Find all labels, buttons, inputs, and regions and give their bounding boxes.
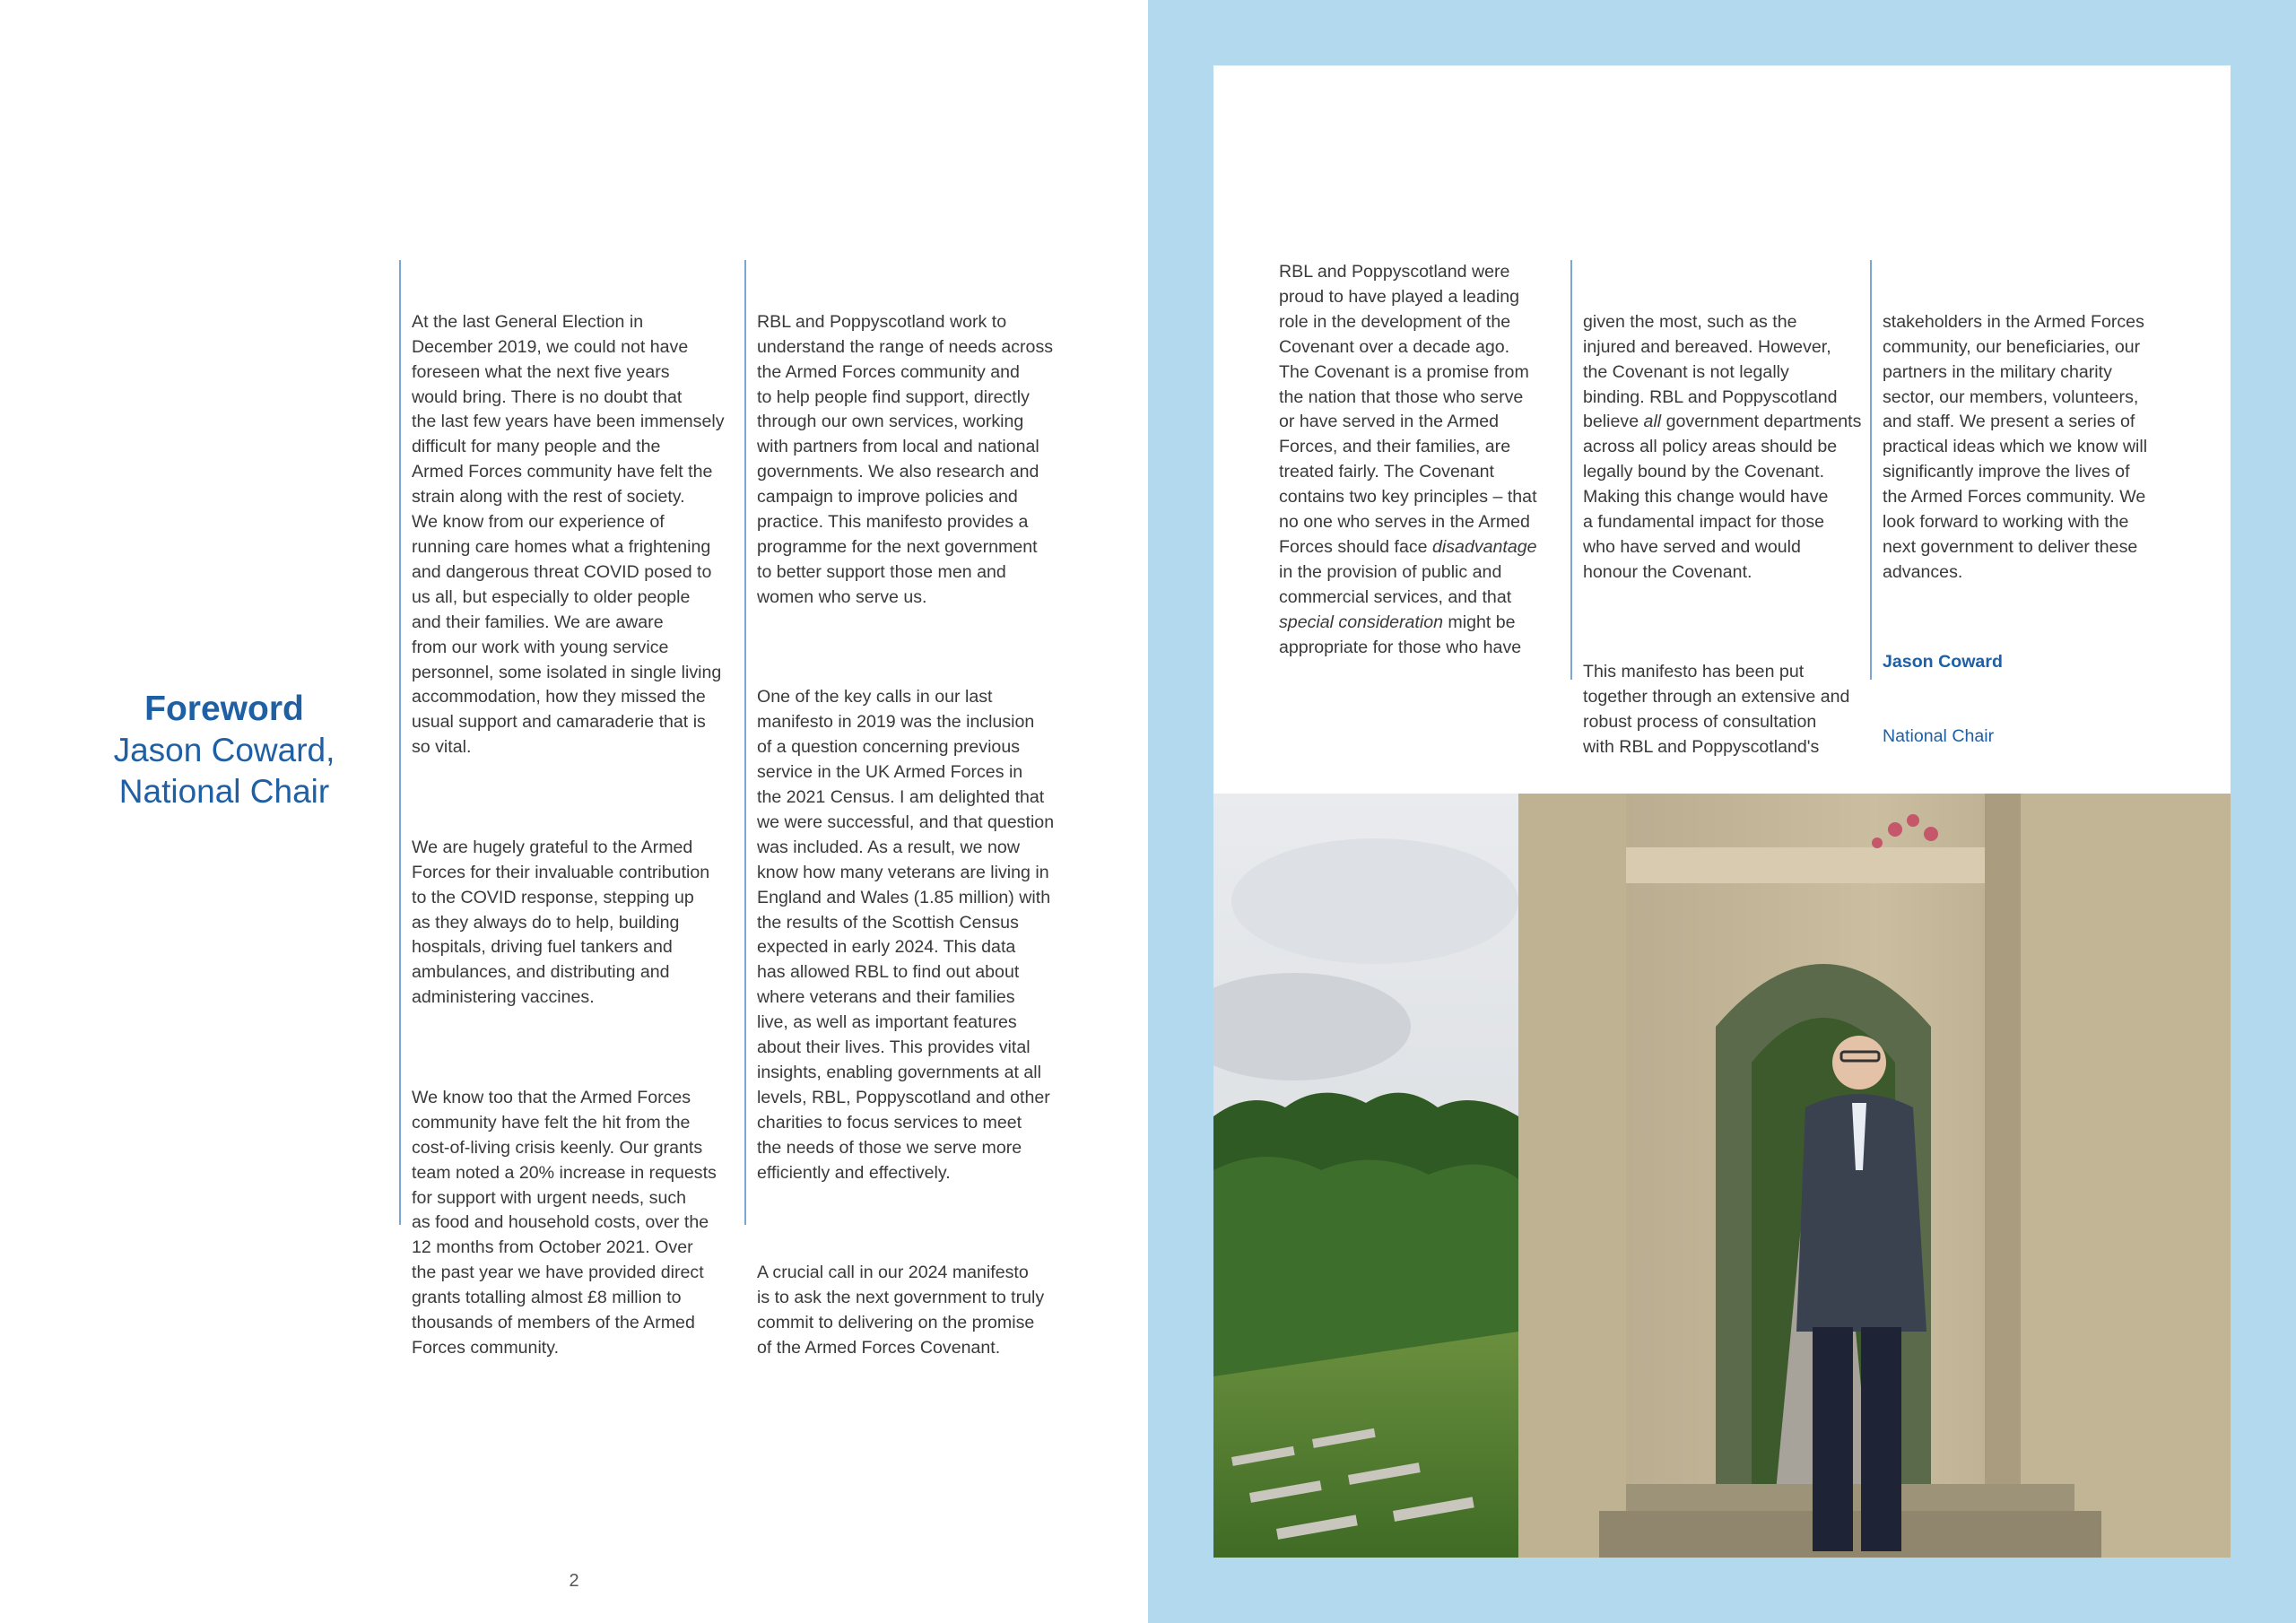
paragraph [1583, 310, 1871, 586]
paragraph: This manifesto has been put together through an extensive and robust process of consultation with RBL and Poppyscotland's [1583, 662, 1850, 758]
signature-name: Jason Coward [1883, 651, 2003, 672]
heading-foreword: Foreword [144, 690, 304, 728]
portrait-photo [1213, 794, 2231, 1558]
paragraph: One of the key calls in our last manifesto in 2019 was the inclusion of a question concerning previous service in the UK Armed Forces in the 2021 Census. I am delighted that we were successful, and that question was included. As a result, we now know how many veterans are living in England and Wales (1.85 million) with the results of the Scottish Census expected in early 2024. This data has allowed RBL to find out about where veterans and their families live, as well as important features about their lives. This provides vital insights, enabling governments at all levels, RBL, Poppyscotland and other charities to focus services to meet the needs of those we serve more efficiently and effectively. [757, 687, 1055, 1183]
text-column-3 [1279, 260, 1570, 661]
text-column-5 [1870, 260, 2175, 747]
paragraph: We know too that the Armed Forces community have felt the hit from the cost-of-living crisis keenly. Our grants team noted a 20% increase in requests for support with urgent needs, such as food and household costs, over the 12 months from October 2021. Over the past year we have provided direct grants totalling almost £8 million to thousands of members of the Armed Forces community. [412, 1087, 717, 1358]
text-run: RBL and Poppyscotland were proud to have played a leading role in the development of the Covenant over a decade ago. The Covenant is a promise from the nation that those who serve or have served in the Armed Forces, and their families, are treated fairly. The Covenant contains two key principles – that no one who serves in the Armed Forces should face [1279, 262, 1537, 557]
foreword-heading [54, 689, 395, 812]
signature-role: National Chair [1883, 726, 1995, 747]
paragraph: We are hugely grateful to the Armed Forces for their invaluable contribution to the COVID response, stepping up as they always do to help, building hospitals, driving fuel tankers and ambulances, and distributing and administering vaccines. [412, 837, 710, 1008]
text-run: government departments across all policy areas should be legally bound by the Covenant. Making this change would have a fundamental impact for those who have served and would honour the Covenant. [1583, 412, 1862, 582]
text-run: in the provision of public and commercial services, and that [1279, 561, 1512, 607]
text-emphasis: disadvantage [1432, 536, 1537, 557]
text-run: given the most, such as the injured and bereaved. However, the Covenant is not legally binding. RBL and Poppyscotland believe [1583, 311, 1838, 432]
text-column-1 [399, 260, 740, 1358]
heading-name: Jason Coward, [113, 732, 335, 768]
paragraph: At the last General Election in December 2019, we could not have foreseen what the next five years would bring. There is no doubt that the last few years have been immensely difficult for many people and the Armed Forces community have felt the strain along with the rest of society. We know from our experience of running care homes what a frightening and dangerous threat COVID posed to us all, but especially to older people and their families. We are aware from our work with young service personnel, some isolated in single living accommodation, how they missed the usual support and camaraderie that is so vital. [412, 311, 725, 758]
paragraph: stakeholders in the Armed Forces community, our beneficiaries, our partners in the military charity sector, our members, volunteers, and staff. We present a series of practical ideas which we know will significantly improve the lives of the Armed Forces community. We look forward to working with the next government to deliver these advances. [1883, 311, 2148, 582]
text-emphasis: all [1643, 412, 1662, 432]
paragraph: RBL and Poppyscotland work to understand the range of needs across the Armed Forces community and to help people find support, directly through our own services, working with partners from local and national governments. We also research and campaign to improve policies and practice. This manifesto provides a programme for the next government to better support those men and women who serve us. [757, 311, 1054, 607]
page-number: 2 [569, 1571, 579, 1591]
text-column-4 [1570, 260, 1871, 758]
text-emphasis: special consideration [1279, 612, 1443, 632]
text-column-2 [744, 260, 1090, 1358]
paragraph: A crucial call in our 2024 manifesto is to ask the next government to truly commit to delivering on the promise of the Armed Forces Covenant. [757, 1263, 1045, 1358]
heading-role: National Chair [118, 773, 330, 810]
text-run: might be appropriate for those who have [1279, 612, 1522, 657]
photo-illustration [1213, 794, 2231, 1558]
